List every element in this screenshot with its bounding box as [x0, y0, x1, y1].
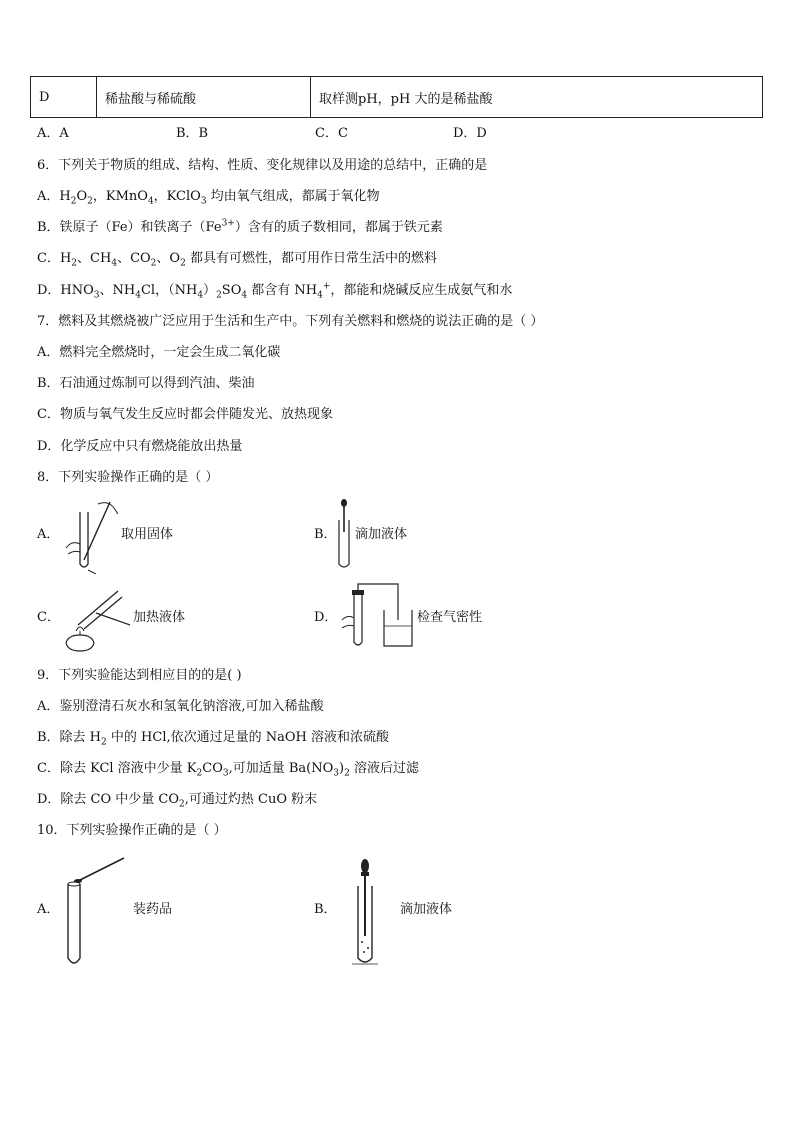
dropper-in-tube-icon [350, 858, 380, 968]
dropper-tube-icon [334, 498, 354, 570]
q9-option-b: B．除去 $H_2$ 中的 HCl,依次通过足量的 NaOH 溶液和浓硫酸 [37, 730, 389, 748]
q8-option-c-label: 加热液体 [133, 610, 186, 625]
q6-option-a: A．$H_2O_2$，KMnO$_4$，KClO$_3$ 均由氧气组成，都属于氧化物 [37, 189, 380, 207]
q7-option-d: D．化学反应中只有燃烧能放出热量 [37, 439, 243, 454]
q7-option-a: A．燃料完全燃烧时，一定会生成二氧化碳 [37, 345, 281, 360]
alcohol-lamp-icon [60, 585, 136, 655]
airtightness-figure [338, 580, 418, 650]
q8-option-a-label: 取用固体 [121, 527, 174, 542]
q7-option-c: C．物质与氧气发生反应时都会伴随发光、放热现象 [37, 407, 333, 422]
test-tube-spatula-icon [62, 498, 128, 574]
q6-option-b: B．铁原子（Fe）和铁离子$(Fe^{3+})$含有的质子数相同，都属于铁元素 [37, 218, 443, 235]
load-reagent-figure [62, 854, 132, 970]
q6-stem: 6．下列关于物质的组成、结构、性质、变化规律以及用途的总结中，正确的是 [37, 158, 488, 173]
drip-liquid-figure [334, 498, 354, 570]
q9-option-c: C．除去 KCl 溶液中少量 $K_2CO_3$,可加适量 $Ba(NO_3)_2$ 溶液后过滤 [37, 761, 419, 779]
q9-stem: 9．下列实验能达到相应目的的是( ) [37, 668, 242, 683]
take-solid-figure [62, 498, 128, 574]
q9-option-a: A．鉴别澄清石灰水和氢氧化钠溶液,可加入稀盐酸 [37, 699, 324, 714]
q5-option-d: D．D [453, 126, 487, 141]
q5-option-b: B．B [176, 126, 209, 141]
heat-liquid-figure [60, 585, 136, 655]
q8-option-d-label: 检查气密性 [417, 610, 483, 625]
q10-option-b-label: 滴加液体 [400, 902, 453, 917]
q5-option-c: C．C [315, 126, 348, 141]
q10-option-a-label: 装药品 [133, 902, 173, 917]
answer-table [30, 76, 763, 118]
q8-option-d-letter: D． [314, 610, 338, 625]
q8-stem: 8．下列实验操作正确的是（ ） [37, 470, 219, 485]
table-cell: 稀盐酸与稀硫酸 [97, 77, 311, 118]
table-cell: D [31, 77, 97, 118]
q8-option-b-label: 滴加液体 [355, 527, 408, 542]
q5-option-a: A．A [37, 126, 69, 141]
q7-option-b: B．石油通过炼制可以得到汽油、柴油 [37, 376, 255, 391]
q7-stem: 7．燃料及其燃烧被广泛应用于生活和生产中。下列有关燃料和燃烧的说法正确的是（ ） [37, 314, 544, 329]
drip-liquid-figure-2 [350, 858, 380, 968]
q8-option-b-letter: B． [314, 527, 337, 542]
q10-option-a-letter: A． [37, 902, 60, 917]
q8-option-a-letter: A． [37, 527, 60, 542]
q6-option-c: C．$H_2$、$CH_4$、$CO_2$、$O_2$ 都具有可燃性，都可用作日常生活中的燃料 [37, 251, 437, 269]
q8-option-c-letter: C． [37, 610, 60, 625]
q10-option-b-letter: B． [314, 902, 337, 917]
test-tube-spoon-icon [62, 854, 132, 970]
q9-option-d: D．除去 CO 中少量 $CO_2$,可通过灼热 CuO 粉末 [37, 792, 318, 810]
q10-stem: 10．下列实验操作正确的是（ ） [37, 823, 227, 838]
table-row [31, 77, 763, 118]
q6-option-d: D．$HNO_3$、$NH_4Cl$，$(NH_4)_2SO_4$ 都含有 $NH_4^+$，都能和烧碱反应生成氨气和水 [37, 281, 513, 301]
table-cell: 取样测pH，pH 大的是稀盐酸 [311, 77, 763, 118]
airtightness-apparatus-icon [338, 580, 418, 650]
